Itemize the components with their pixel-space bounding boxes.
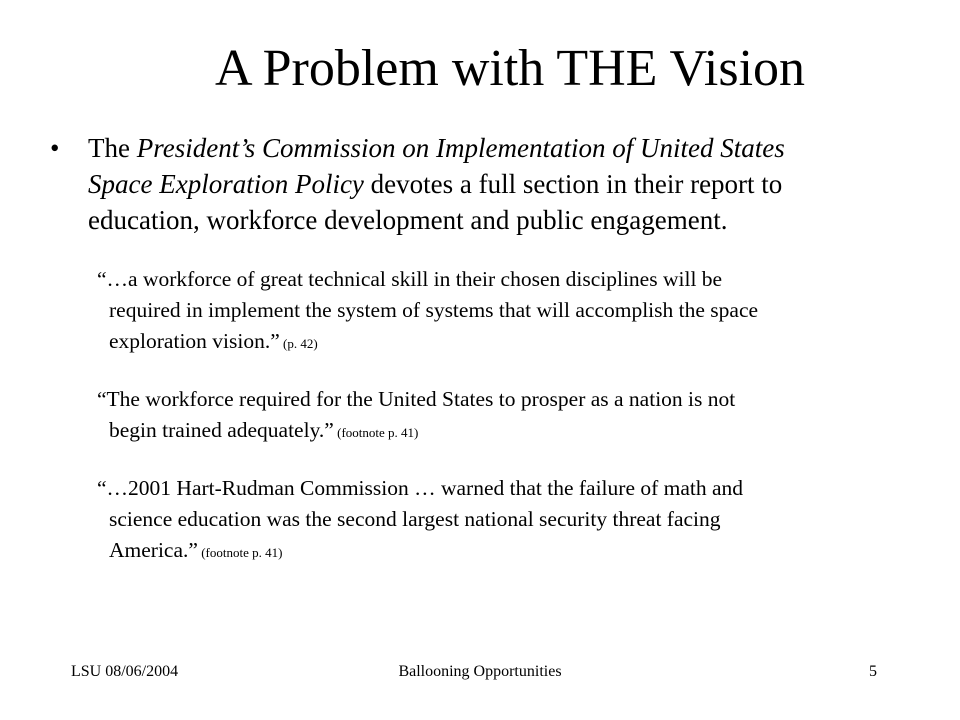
quote-citation: (footnote p. 41) (333, 425, 419, 440)
quote-block (97, 264, 927, 357)
quote-text: exploration vision.” (109, 329, 280, 353)
quote-citation: (p. 42) (279, 336, 318, 351)
commission-name-part-1: President’s Commission on Implementation of United States (136, 133, 785, 163)
quote-line: “…2001 Hart-Rudman Commission … warned that the failure of math and (97, 476, 744, 500)
quote-citation: (footnote p. 41) (197, 545, 283, 560)
bullet-marker: • (50, 133, 60, 163)
bullet-line-1-lead: The (88, 133, 137, 163)
bullet-line-3: education, workforce development and public engagement. (88, 205, 728, 235)
quote-line-last (97, 326, 927, 357)
quote-block (97, 473, 927, 566)
quote-block (97, 384, 927, 446)
bullet-text (88, 130, 930, 238)
footer-page-number: 5 (869, 663, 877, 680)
commission-name-part-2: Space Exploration Policy (88, 169, 364, 199)
quote-line: “…a workforce of great technical skill in their chosen disciplines will be (97, 267, 723, 291)
quote-line-last (97, 415, 927, 446)
bullet-line-2-rest: devotes a full section in their report to (363, 169, 783, 199)
bullet-line-1 (88, 130, 930, 166)
footer-title: Ballooning Opportunities (398, 663, 562, 680)
footer-date: LSU 08/06/2004 (71, 663, 179, 680)
quote-line: “The workforce required for the United States to prosper as a nation is not (97, 387, 736, 411)
bullet-line-2 (88, 166, 930, 202)
quote-line: science education was the second largest national security threat facing (109, 507, 721, 531)
quote-text: America.” (109, 538, 198, 562)
quote-text: begin trained adequately.” (109, 418, 334, 442)
quote-line-last (97, 535, 927, 566)
quote-line: required in implement the system of systems that will accomplish the space (109, 298, 759, 322)
slide-title: A Problem with THE Vision (214, 40, 806, 97)
